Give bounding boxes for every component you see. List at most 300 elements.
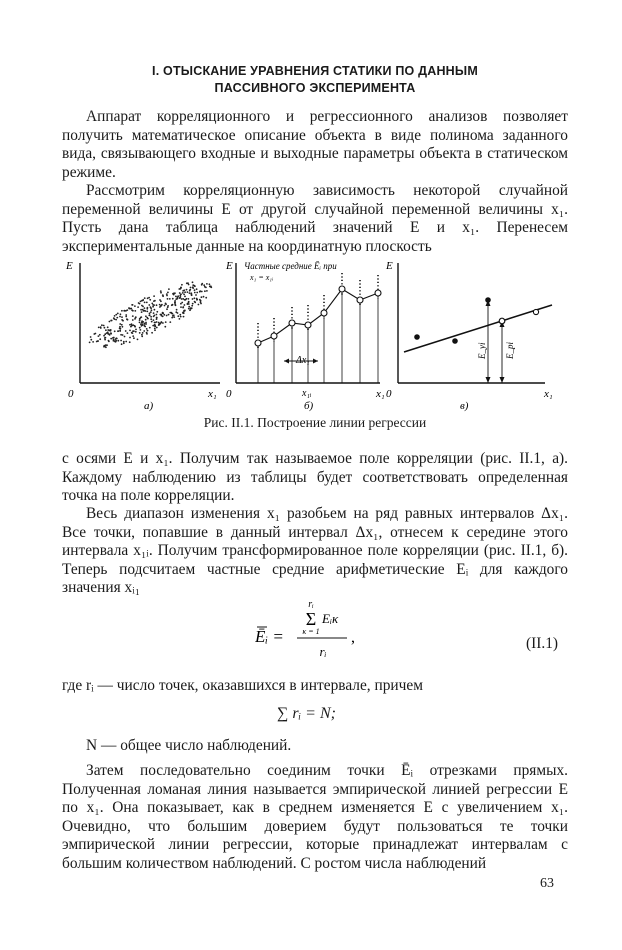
- panel-c: [385, 260, 553, 412]
- scatter-dot: [153, 300, 155, 302]
- scatter-dot: [154, 329, 156, 331]
- scatter-dot: [167, 298, 169, 300]
- scatter-dot: [145, 310, 147, 312]
- scatter-dot: [188, 303, 190, 305]
- scatter-dot: [122, 334, 124, 336]
- scatter-dot: [154, 322, 156, 324]
- scatter-dot: [131, 304, 133, 306]
- scatter-dot: [99, 338, 101, 340]
- scatter-dot: [149, 327, 151, 329]
- panel-b-label: б): [304, 400, 314, 412]
- scatter-dot: [117, 313, 119, 315]
- partial-mean-point: [375, 290, 381, 296]
- scatter-dot: [109, 321, 111, 323]
- scatter-dot: [122, 326, 124, 328]
- scatter-dot: [104, 339, 106, 341]
- scatter-dot: [140, 323, 142, 325]
- scatter-dot: [163, 314, 165, 316]
- scatter-dot: [160, 290, 162, 292]
- scatter-dot: [160, 323, 162, 325]
- scatter-dot: [97, 340, 99, 342]
- panel-b: [225, 260, 385, 412]
- scatter-dot: [104, 333, 106, 335]
- scatter-dot: [144, 325, 146, 327]
- formula-ii-1: [255, 598, 375, 664]
- scatter-dot: [149, 314, 151, 316]
- scatter-dot: [150, 311, 152, 313]
- scatter-dot: [149, 313, 151, 315]
- scatter-dot: [151, 309, 153, 311]
- section-heading-line2: ПАССИВНОГО ЭКСПЕРИМЕНТА: [214, 81, 416, 95]
- correlation-field-points: [89, 281, 213, 348]
- scatter-dot: [154, 309, 156, 311]
- scatter-dot: [210, 286, 212, 288]
- scatter-dot: [180, 288, 182, 290]
- scatter-dot: [95, 333, 97, 335]
- panel-a-axis-x: x₁: [208, 388, 217, 400]
- scatter-dot: [188, 301, 190, 303]
- scatter-dot: [179, 314, 181, 316]
- scatter-dot: [123, 310, 125, 312]
- paragraph-intervals: Весь диапазон изменения x₁ разобьем на ряд равных интервалов Δx₁. Все точки, попавшие в данный интервал Δx₁, отнесем к середине этого интервала x₁ᵢ. Получим трансформированное поле корреляции (рис. II.1, б). Теперь подсчитаем частные средние арифметические Eᵢ для каждого значения xᵢ₁: [62, 505, 568, 597]
- paragraph-intro: Аппарат корреляционного и регрессионного анализов позволяет получить математическое описание объекта в виде полинома заданного вида, связывающего входные и выходные параметры объекта в статическом режиме.: [62, 108, 568, 181]
- scatter-dot: [120, 340, 122, 342]
- scatter-dot: [191, 307, 193, 309]
- scatter-dot: [171, 304, 173, 306]
- scatter-dot: [145, 319, 147, 321]
- scatter-dot: [120, 328, 122, 330]
- scatter-dot: [167, 306, 169, 308]
- panel-c-axis-x: x₁: [544, 388, 553, 400]
- scatter-dot: [169, 298, 171, 300]
- scatter-dot: [105, 346, 107, 348]
- scatter-dot: [124, 336, 126, 338]
- scatter-dot: [200, 300, 202, 302]
- scatter-dot: [174, 302, 176, 304]
- scatter-dot: [198, 304, 200, 306]
- scatter-dot: [129, 330, 131, 332]
- scatter-dot: [166, 308, 168, 310]
- scatter-dot: [121, 310, 123, 312]
- scatter-dot: [105, 329, 107, 331]
- scatter-dot: [144, 297, 146, 299]
- equation-number: (II.1): [526, 635, 559, 652]
- scatter-dot: [122, 320, 124, 322]
- scatter-dot: [141, 311, 143, 313]
- scatter-dot: [186, 289, 188, 291]
- scatter-dot: [174, 300, 176, 302]
- scatter-dot: [205, 297, 207, 299]
- scatter-dot: [184, 296, 186, 298]
- scatter-dot: [117, 330, 119, 332]
- scatter-dot: [146, 328, 148, 330]
- scatter-dot: [142, 332, 144, 334]
- scatter-dot: [179, 297, 181, 299]
- scatter-dot: [150, 307, 152, 309]
- formula-lhs: Ēᵢ =: [255, 627, 284, 646]
- scatter-dot: [132, 315, 134, 317]
- scatter-dot: [121, 316, 123, 318]
- scatter-dot: [135, 329, 137, 331]
- panel-a-axis-e: E: [66, 260, 73, 272]
- scatter-dot: [172, 298, 174, 300]
- scatter-dot: [99, 334, 101, 336]
- scatter-dot: [153, 312, 155, 314]
- partial-mean-point: [255, 340, 261, 346]
- denominator: rᵢ: [319, 644, 327, 659]
- panel-c-label: в): [460, 400, 469, 412]
- scatter-dot: [190, 292, 192, 294]
- scatter-dot: [116, 338, 118, 340]
- scatter-dot: [184, 310, 186, 312]
- scatter-dot: [182, 307, 184, 309]
- scatter-dot: [121, 343, 123, 345]
- scatter-dot: [134, 305, 136, 307]
- scatter-dot: [132, 310, 134, 312]
- scatter-dot: [145, 323, 147, 325]
- scatter-dot: [133, 337, 135, 339]
- scatter-dot: [188, 298, 190, 300]
- scatter-dot: [125, 310, 127, 312]
- scatter-dot: [114, 315, 116, 317]
- scatter-dot: [150, 318, 152, 320]
- scatter-dot: [149, 299, 151, 301]
- scatter-dot: [156, 327, 158, 329]
- scatter-dot: [176, 309, 178, 311]
- scatter-dot: [169, 321, 171, 323]
- scatter-dot: [174, 304, 176, 306]
- scatter-dot: [112, 337, 114, 339]
- scatter-dot: [125, 341, 127, 343]
- scatter-dot: [173, 316, 175, 318]
- scatter-dot: [129, 341, 131, 343]
- scatter-dot: [204, 290, 206, 292]
- scatter-dot: [182, 292, 184, 294]
- scatter-dot: [181, 284, 183, 286]
- scatter-dot: [195, 294, 197, 296]
- scatter-dot: [189, 292, 191, 294]
- scatter-dot: [128, 308, 130, 310]
- scatter-dot: [145, 315, 147, 317]
- scatter-dot: [173, 294, 175, 296]
- scatter-dot: [188, 284, 190, 286]
- scatter-dot: [191, 294, 193, 296]
- scatter-dot: [181, 298, 183, 300]
- scatter-dot: [177, 296, 179, 298]
- scatter-dot: [201, 296, 203, 298]
- scatter-dot: [132, 324, 134, 326]
- scatter-dot: [103, 345, 105, 347]
- scatter-dot: [131, 323, 133, 325]
- scatter-dot: [162, 316, 164, 318]
- scatter-dot: [137, 339, 139, 341]
- scatter-dot: [141, 334, 143, 336]
- scatter-dot: [153, 295, 155, 297]
- scatter-dot: [181, 302, 183, 304]
- scatter-dot: [127, 332, 129, 334]
- scatter-dot: [192, 303, 194, 305]
- scatter-dot: [138, 302, 140, 304]
- scatter-dot: [152, 304, 154, 306]
- scatter-dot: [160, 292, 162, 294]
- scatter-dot: [109, 334, 111, 336]
- scatter-dot: [139, 318, 141, 320]
- scatter-dot: [140, 329, 142, 331]
- sum-upper-limit: rᵢ: [308, 599, 314, 610]
- scatter-dot: [168, 314, 170, 316]
- scatter-dot: [147, 318, 149, 320]
- scatter-dot: [111, 320, 113, 322]
- scatter-dot: [192, 298, 194, 300]
- paragraph-correlation-field: с осями E и x₁. Получим так называемое поле корреляции (рис. II.1, а). Каждому наблюдению из таблицы будет соответствовать определенная точка на поле корреляции.: [62, 450, 568, 505]
- scatter-dot: [182, 290, 184, 292]
- delta-x-label: Δx₁: [296, 355, 310, 366]
- scatter-dot: [204, 286, 206, 288]
- paragraph-where: где rᵢ — число точек, оказавшихся в интервале, причем: [62, 677, 423, 694]
- scatter-dot: [194, 292, 196, 294]
- scatter-dot: [144, 307, 146, 309]
- scatter-dot: [114, 330, 116, 332]
- scatter-dot: [196, 288, 198, 290]
- scatter-dot: [166, 293, 168, 295]
- scatter-dot: [206, 283, 208, 285]
- figure-caption: Рис. II.1. Построение линии регрессии: [203, 415, 427, 430]
- partial-mean-point: [339, 286, 345, 292]
- panel-c-axis-e: E: [386, 260, 393, 272]
- partial-means-note-1: Частные средние Ēᵢ при: [244, 261, 337, 271]
- panel-c-origin: 0: [386, 388, 392, 400]
- sum-equation: ∑ rᵢ = N;: [277, 705, 336, 722]
- scatter-dot: [123, 341, 125, 343]
- scatter-dot: [170, 312, 172, 314]
- scatter-dot: [179, 292, 181, 294]
- scatter-dot: [101, 324, 103, 326]
- scatter-dot: [114, 341, 116, 343]
- scatter-dot: [104, 327, 106, 329]
- scatter-dot: [132, 319, 134, 321]
- panel-b-origin: 0: [226, 388, 232, 400]
- scatter-dot: [114, 318, 116, 320]
- scatter-dot: [115, 314, 117, 316]
- scatter-dot: [148, 304, 150, 306]
- scatter-dot: [209, 283, 211, 285]
- scatter-dot: [183, 316, 185, 318]
- observation-point: [414, 334, 420, 340]
- sum-term: Eᵢκ: [322, 611, 339, 626]
- epi-label: E_pi: [505, 342, 515, 359]
- scatter-dot: [147, 330, 149, 332]
- scatter-dot: [177, 315, 179, 317]
- scatter-dot: [139, 322, 141, 324]
- partial-mean-point: [305, 322, 311, 328]
- scatter-dot: [187, 291, 189, 293]
- scatter-dot: [196, 299, 198, 301]
- scatter-dot: [159, 304, 161, 306]
- partial-mean-point: [289, 320, 295, 326]
- scatter-dot: [166, 315, 168, 317]
- scatter-dot: [153, 319, 155, 321]
- scatter-dot: [129, 337, 131, 339]
- sum-symbol: Σ: [305, 609, 317, 629]
- scatter-dot: [125, 330, 127, 332]
- scatter-dot: [180, 316, 182, 318]
- panel-b-axis-x: x₁: [376, 388, 385, 400]
- observation-point: [452, 338, 458, 344]
- scatter-dot: [89, 342, 91, 344]
- panel-a: [65, 260, 220, 412]
- regression-figure: [60, 255, 570, 415]
- scatter-dot: [175, 311, 177, 313]
- scatter-dot: [103, 335, 105, 337]
- scatter-dot: [190, 287, 192, 289]
- scatter-dot: [146, 311, 148, 313]
- scatter-dot: [134, 310, 136, 312]
- scatter-dot: [146, 302, 148, 304]
- scatter-dot: [189, 289, 191, 291]
- scatter-dot: [168, 288, 170, 290]
- scatter-dot: [127, 319, 129, 321]
- scatter-dot: [107, 331, 109, 333]
- section-heading-line1: I. ОТЫСКАНИЕ УРАВНЕНИЯ СТАТИКИ ПО ДАННЫМ: [152, 64, 478, 78]
- scatter-dot: [165, 321, 167, 323]
- scatter-dot: [159, 299, 161, 301]
- scatter-dot: [116, 317, 118, 319]
- scatter-dot: [107, 326, 109, 328]
- scatter-dot: [143, 330, 145, 332]
- scatter-dot: [142, 324, 144, 326]
- scatter-dot: [115, 319, 117, 321]
- section-heading: [60, 63, 570, 97]
- panel-a-origin: 0: [68, 388, 74, 400]
- scatter-dot: [107, 333, 109, 335]
- scatter-dot: [156, 311, 158, 313]
- scatter-dot: [156, 304, 158, 306]
- scatter-dot: [175, 296, 177, 298]
- scatter-dot: [192, 281, 194, 283]
- partial-mean-point: [357, 297, 363, 303]
- scatter-dot: [108, 341, 110, 343]
- eyi-label: E_yi: [477, 342, 487, 359]
- observation-point-open: [533, 309, 538, 314]
- scatter-dot: [196, 292, 198, 294]
- scatter-dot: [206, 290, 208, 292]
- partial-mean-point: [271, 333, 277, 339]
- scatter-dot: [144, 302, 146, 304]
- scatter-dot: [183, 312, 185, 314]
- regression-point: [499, 318, 505, 324]
- scatter-dot: [194, 289, 196, 291]
- scatter-dot: [175, 298, 177, 300]
- scatter-dot: [172, 315, 174, 317]
- scatter-dot: [103, 325, 105, 327]
- scatter-dot: [100, 326, 102, 328]
- scatter-dot: [119, 330, 121, 332]
- scatter-dot: [90, 339, 92, 341]
- paragraph-regression-line: Затем последовательно соединим точки Ēᵢ отрезками прямых. Полученная ломаная линия называется эмпирической линией регрессии E по x₁. Она показывает, как в среднем изменяется E с увеличением x₁. Очевидно, что большим доверием будут пользоваться те точки эмпирической линии регрессии, которые принадлежат интервалам с большим количеством наблюдений. С ростом числа наблюдений: [62, 762, 568, 872]
- scatter-dot: [184, 304, 186, 306]
- scatter-dot: [164, 326, 166, 328]
- scatter-dot: [201, 284, 203, 286]
- scatter-dot: [165, 303, 167, 305]
- scatter-dot: [123, 342, 125, 344]
- scatter-dot: [141, 336, 143, 338]
- scatter-dot: [141, 300, 143, 302]
- scatter-dot: [125, 316, 127, 318]
- scatter-dot: [156, 317, 158, 319]
- scatter-dot: [152, 306, 154, 308]
- partial-mean-point: [321, 310, 327, 316]
- scatter-dot: [186, 298, 188, 300]
- paragraph-total: N — общее число наблюдений.: [86, 737, 292, 754]
- scatter-dot: [158, 322, 160, 324]
- scatter-dot: [161, 304, 163, 306]
- formula-comma: ,: [351, 629, 355, 646]
- scatter-dot: [183, 294, 185, 296]
- scatter-dot: [192, 287, 194, 289]
- scatter-dot: [194, 302, 196, 304]
- panel-a-label: а): [144, 400, 154, 412]
- scatter-dot: [135, 317, 137, 319]
- scatter-dot: [167, 292, 169, 294]
- scatter-dot: [159, 306, 161, 308]
- scatter-dot: [90, 336, 92, 338]
- scatter-dot: [133, 330, 135, 332]
- scatter-dot: [152, 325, 154, 327]
- scatter-dot: [146, 308, 148, 310]
- scatter-dot: [140, 316, 142, 318]
- paragraph-correlation: Рассмотрим корреляционную зависимость некоторой случайной переменной величины E от другой случайной переменной величины x₁. Пусть дана таблица наблюдений значений E и x₁. Перенесем экспериментальные данные на координатную плоскость: [62, 182, 568, 255]
- scatter-dot: [184, 291, 186, 293]
- scatter-dot: [92, 341, 94, 343]
- scatter-dot: [151, 332, 153, 334]
- scatter-dot: [144, 323, 146, 325]
- scatter-dot: [200, 303, 202, 305]
- scatter-dot: [119, 316, 121, 318]
- scatter-dot: [191, 305, 193, 307]
- scatter-dot: [110, 333, 112, 335]
- scatter-dot: [158, 324, 160, 326]
- scatter-dot: [153, 316, 155, 318]
- interval-midpoint-label: x₁ᵢ: [302, 388, 312, 399]
- scatter-dot: [203, 284, 205, 286]
- page-number: 63: [540, 876, 554, 891]
- scatter-dot: [162, 295, 164, 297]
- scatter-dot: [117, 340, 119, 342]
- scatter-dot: [188, 306, 190, 308]
- scatter-dot: [120, 313, 122, 315]
- scatter-dot: [130, 308, 132, 310]
- scatter-dot: [105, 337, 107, 339]
- scatter-dot: [182, 298, 184, 300]
- scatter-dot: [194, 285, 196, 287]
- scatter-dot: [146, 333, 148, 335]
- scatter-dot: [119, 323, 121, 325]
- scatter-dot: [164, 305, 166, 307]
- scatter-dot: [171, 317, 173, 319]
- scatter-dot: [131, 332, 133, 334]
- scatter-dot: [179, 318, 181, 320]
- scatter-dot: [180, 293, 182, 295]
- scatter-dot: [140, 309, 142, 311]
- observation-point: [485, 297, 491, 303]
- scatter-dot: [142, 306, 144, 308]
- scatter-dot: [113, 339, 115, 341]
- scatter-dot: [137, 306, 139, 308]
- scatter-dot: [188, 308, 190, 310]
- scatter-dot: [135, 331, 137, 333]
- interval-columns: [258, 273, 378, 383]
- scatter-dot: [154, 328, 156, 330]
